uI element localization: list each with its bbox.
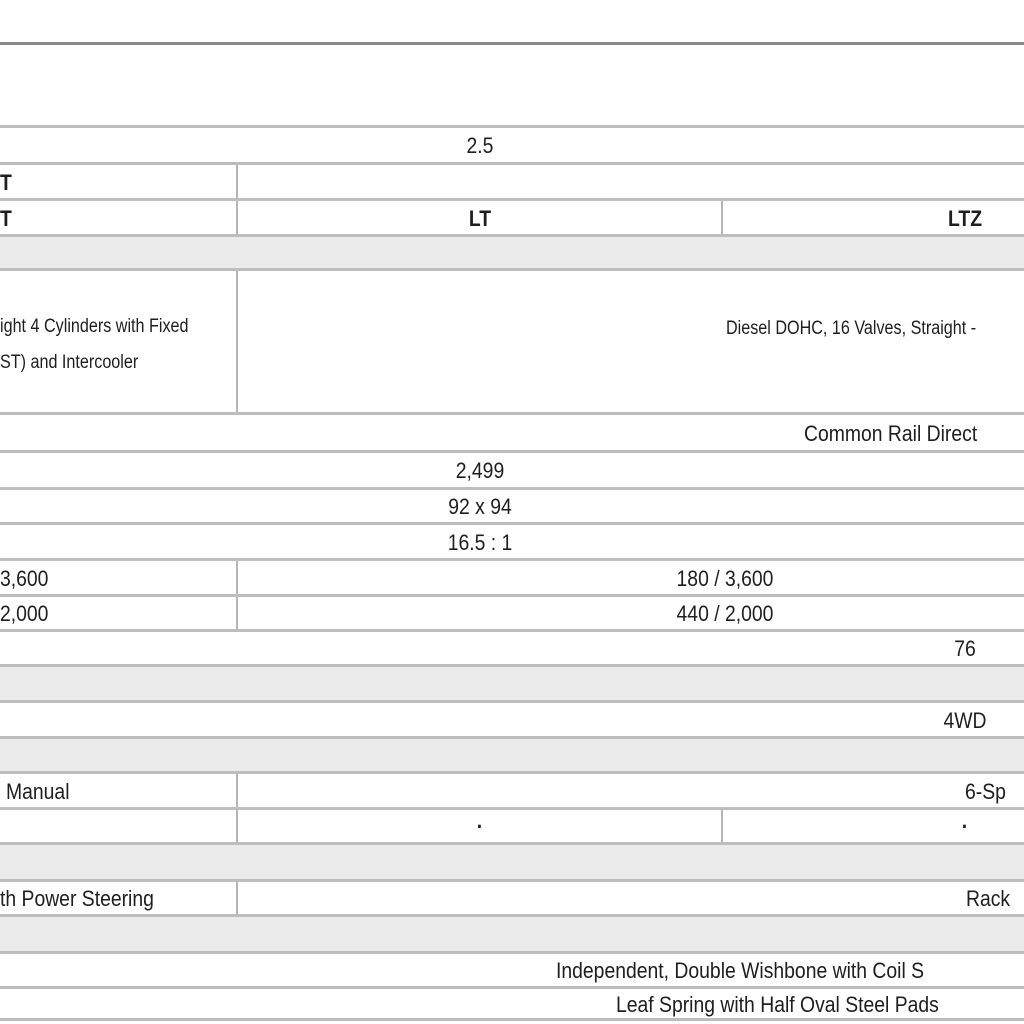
power-right-value: 180 / 3,600 [676, 566, 774, 591]
front-suspension-value: Independent, Double Wishbone with Coil S [556, 958, 925, 983]
column-lt: LT [468, 206, 492, 231]
row-fuel-tank [0, 629, 1024, 665]
bore-stroke-value: 92 x 94 [448, 494, 512, 519]
row-compression [0, 522, 1024, 559]
divider [721, 810, 723, 843]
engine-size-value: 2.5 [466, 133, 494, 158]
fuel-tank-value: 76 [954, 636, 976, 661]
row-rear-suspension [0, 986, 1024, 1020]
row-front-suspension [0, 951, 1024, 987]
steering-left-value: th Power Steering [0, 886, 154, 911]
fuel-system-value: Common Rail Direct [804, 421, 978, 446]
compression-value: 16.5 : 1 [447, 530, 513, 555]
engine-type-right: Diesel DOHC, 16 Valves, Straight - [726, 318, 977, 339]
row-feature-dots [0, 807, 1024, 843]
dot-ltz: · [961, 814, 969, 839]
section-band-suspension [0, 914, 1024, 952]
rear-suspension-value: Leaf Spring with Half Oval Steel Pads [616, 992, 939, 1017]
row-displacement [0, 450, 1024, 488]
divider [236, 201, 238, 235]
divider [721, 201, 723, 235]
section-band-engine [0, 234, 1024, 270]
row-engine-size [0, 125, 1024, 163]
displacement-value: 2,499 [455, 458, 505, 483]
row-header-top [0, 162, 1024, 199]
bottom-rule [0, 1018, 1024, 1021]
row-steering [0, 879, 1024, 915]
divider [236, 165, 238, 199]
divider [236, 774, 238, 808]
section-band-steering [0, 842, 1024, 880]
torque-left-value: 2,000 [0, 601, 49, 626]
column-ltz: LTZ [947, 206, 983, 231]
transmission-right-value: 6-Sp [965, 779, 1006, 804]
row-drive [0, 700, 1024, 737]
row-transmission [0, 771, 1024, 808]
torque-right-value: 440 / 2,000 [676, 601, 774, 626]
row-fuel-system [0, 412, 1024, 451]
divider [236, 810, 238, 843]
steering-right-value: Rack [966, 886, 1011, 911]
power-left-value: 3,600 [0, 566, 49, 591]
row-bore-stroke [0, 487, 1024, 523]
top-rule [0, 42, 1024, 45]
divider [236, 561, 238, 595]
header-left: T [0, 206, 12, 231]
row-power [0, 558, 1024, 595]
transmission-left-value: Manual [6, 779, 70, 804]
section-band-transmission [0, 736, 1024, 772]
divider [236, 882, 238, 915]
engine-type-left-line1: ight 4 Cylinders with Fixed [0, 316, 189, 337]
engine-type-left-line2: ST) and Intercooler [0, 352, 139, 373]
header-left-top: T [0, 170, 12, 195]
row-torque [0, 594, 1024, 630]
row-header-variants [0, 198, 1024, 235]
divider [236, 597, 238, 630]
section-band-drivetrain [0, 664, 1024, 701]
dot-lt: · [476, 814, 484, 839]
divider [236, 271, 238, 413]
row-engine-type [0, 268, 1024, 413]
drive-value: 4WD [943, 708, 987, 733]
